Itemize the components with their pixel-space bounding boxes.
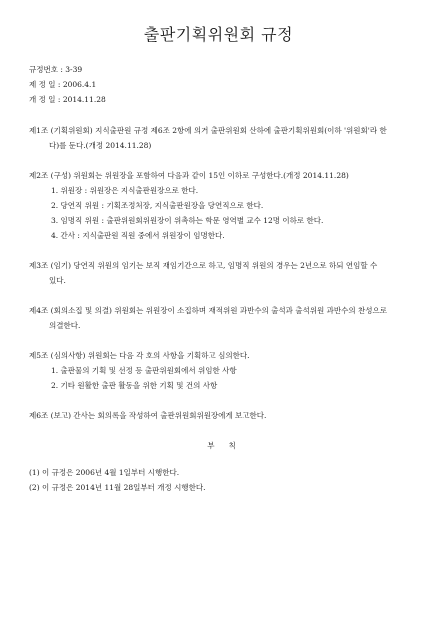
article-text: (회의소집 및 의결) 위원회는 위원장이 소집하며 재적위원 과반수의 출석과 출석위원 과반수의 찬성으로 xyxy=(48,306,388,315)
meta-regulation-number xyxy=(29,62,106,77)
list-item: 2. 기타 원활한 출판 활동을 위한 기획 및 건의 사항 xyxy=(51,381,218,390)
article-text: (구성) 위원회는 위원장을 포함하여 다음과 같이 15인 이하로 구성한다.(개정 2014.11.28) xyxy=(48,171,349,180)
article-5 xyxy=(29,348,414,393)
article-2 xyxy=(29,168,414,243)
article-text-continued: 있다. xyxy=(49,276,66,285)
list-item: (1) 이 규정은 2006년 4월 1일부터 시행한다. xyxy=(29,468,180,477)
meta-value: 3-39 xyxy=(65,65,83,74)
article-items xyxy=(29,363,414,393)
article-items xyxy=(29,183,414,243)
meta-label: 규정번호 : xyxy=(29,65,63,74)
meta-value: 2006.4.1 xyxy=(62,80,97,89)
meta-label: 개 정 일 : xyxy=(29,95,61,104)
article-text: (임기) 당연직 위원의 임기는 보직 재임기간으로 하고, 임명직 위원의 경우는 2년으로 하되 연임할 수 xyxy=(48,261,378,270)
article-4 xyxy=(29,303,414,333)
article-text: (기획위원회) 지식출판원 규정 제6조 2항에 의거 출판위원회 산하에 출판기획위원회(이하 '위원회'라 한 xyxy=(48,126,387,135)
meta-label: 제 정 일 : xyxy=(29,80,61,89)
article-number: 제6조 xyxy=(29,411,49,420)
regulation-body xyxy=(29,123,414,495)
regulation-meta xyxy=(29,62,106,107)
list-item: (2) 이 규정은 2014년 11월 28일부터 개정 시행한다. xyxy=(29,483,206,492)
article-text-continued: 의결한다. xyxy=(49,321,81,330)
article-number: 제5조 xyxy=(29,351,49,360)
supplementary-heading: 부칙 xyxy=(207,441,250,450)
article-number: 제1조 xyxy=(29,126,49,135)
article-number: 제3조 xyxy=(29,261,49,270)
article-number: 제2조 xyxy=(29,171,49,180)
article-text: (심의사항) 위원회는 다음 각 호의 사항을 기획하고 심의한다. xyxy=(48,351,250,360)
article-1 xyxy=(29,123,414,153)
list-item: 3. 임명직 위원 : 출판위원회위원장이 위촉하는 학문 영역별 교수 12명 이하로 한다. xyxy=(51,216,324,225)
list-item: 2. 당연직 위원 : 기획조정처장, 지식출판원장을 당연직으로 한다. xyxy=(51,201,264,210)
meta-value: 2014.11.28 xyxy=(62,95,106,104)
document-title: 출판기획위원회 규정 xyxy=(143,25,294,44)
list-item: 4. 간사 : 지식출판원 직원 중에서 위원장이 임명한다. xyxy=(51,231,225,240)
meta-enacted-date xyxy=(29,77,106,92)
article-6 xyxy=(29,408,414,423)
list-item: 1. 출판물의 기획 및 선정 등 출판위원회에서 위임한 사항 xyxy=(51,366,237,375)
supplementary-provisions xyxy=(29,465,414,495)
list-item: 1. 위원장 : 위원장은 지식출판원장으로 한다. xyxy=(51,186,199,195)
article-3 xyxy=(29,258,414,288)
article-text-continued: 다)를 둔다.(개정 2014.11.28) xyxy=(49,141,152,150)
article-text: (보고) 간사는 회의록을 작성하여 출판위원회위원장에게 보고한다. xyxy=(48,411,267,420)
meta-revised-date xyxy=(29,92,106,107)
article-number: 제4조 xyxy=(29,306,49,315)
